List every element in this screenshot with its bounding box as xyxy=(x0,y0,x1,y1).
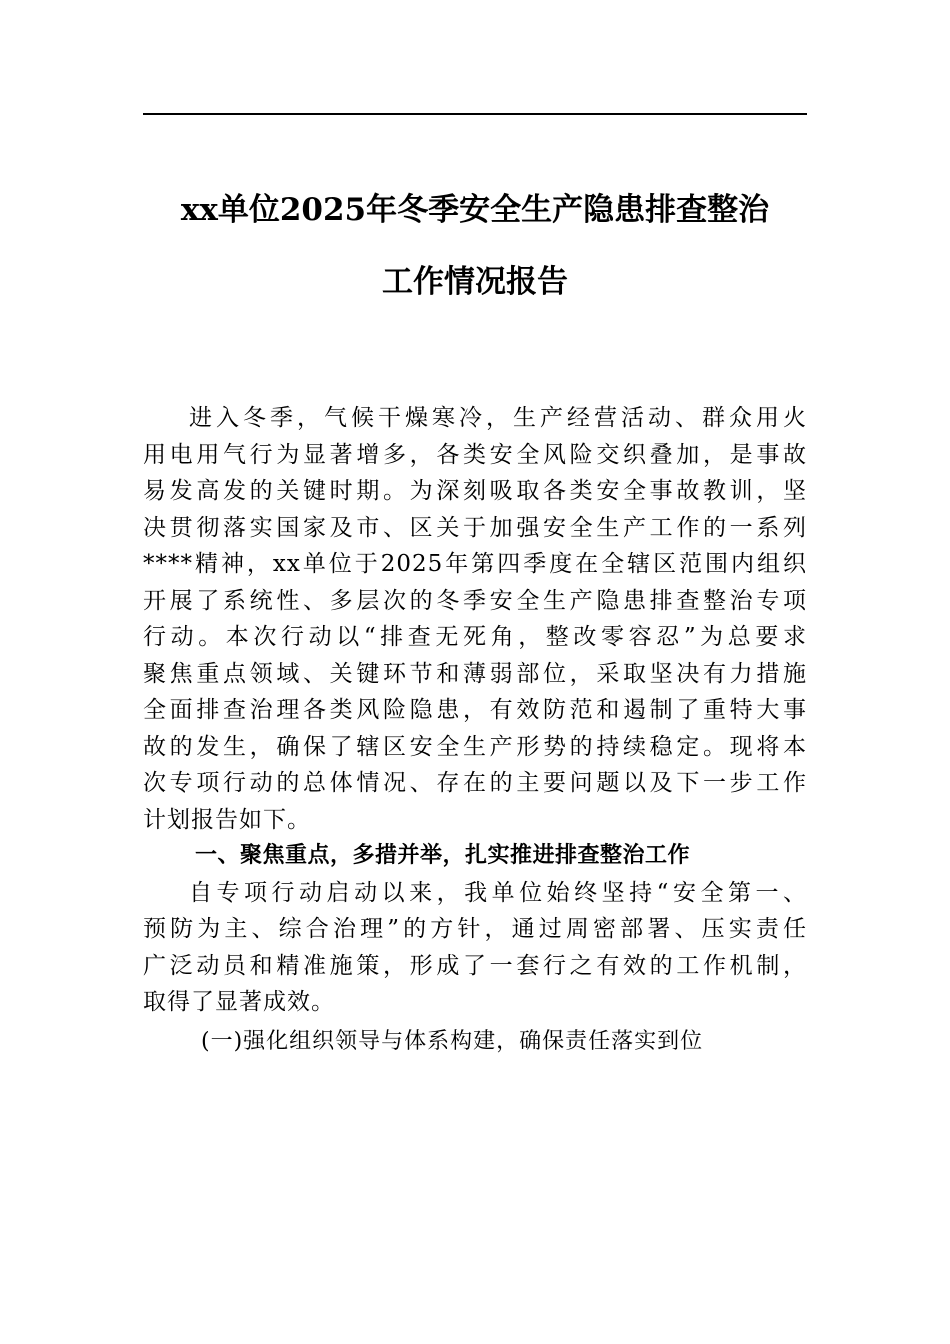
intro-paragraph xyxy=(143,400,807,838)
text-line: 用电用气行为显著增多，各类安全风险交织叠加，是事故 xyxy=(143,441,807,468)
document-body xyxy=(143,400,807,1060)
text-line: 预防为主、综合治理”的方针，通过周密部署、压实责任 xyxy=(143,916,807,942)
title-line-1: xx单位2025年冬季安全生产隐患排查整治 xyxy=(180,192,770,228)
text-line: 自专项行动启动以来，我单位始终坚持“安全第一、 xyxy=(189,879,807,906)
text-line: 聚焦重点领域、关键环节和薄弱部位，采取坚决有力措施 xyxy=(143,660,807,687)
text-line: 易发高发的关键时期。为深刻吸取各类安全事故教训，坚 xyxy=(143,478,807,504)
text-line: 进入冬季，气候干燥寒冷，生产经营活动、群众用火 xyxy=(189,405,807,431)
header-rule xyxy=(143,113,807,115)
subsection-heading-1-1: (一)强化组织领导与体系构建，确保责任落实到位 xyxy=(201,1028,704,1054)
text-line: 全面排查治理各类风险隐患，有效防范和遏制了重特大事 xyxy=(143,697,807,723)
text-line: 计划报告如下。 xyxy=(143,806,311,833)
text-line: 广泛动员和精准施策，形成了一套行之有效的工作机制， xyxy=(143,952,807,979)
section-heading-1: 一、聚焦重点，多措并举，扎实推进排查整治工作 xyxy=(195,843,691,868)
text-line: ****精神，xx单位于2025年第四季度在全辖区范围内组织 xyxy=(143,551,807,577)
text-line: 行动。本次行动以“排查无死角，整改零容忍”为总要求 xyxy=(143,624,807,650)
text-line: 取得了显著成效。 xyxy=(143,989,335,1015)
text-line: 故的发生，确保了辖区安全生产形势的持续稳定。现将本 xyxy=(143,733,807,760)
text-line: 开展了系统性、多层次的冬季安全生产隐患排查整治专项 xyxy=(143,587,807,614)
document-title xyxy=(143,190,807,302)
text-line: 次专项行动的总体情况、存在的主要问题以及下一步工作 xyxy=(143,770,807,796)
title-line-2: 工作情况报告 xyxy=(382,264,568,300)
text-line: 决贯彻落实国家及市、区关于加强安全生产工作的一系列 xyxy=(143,514,807,541)
section-1-paragraph xyxy=(143,875,807,1021)
